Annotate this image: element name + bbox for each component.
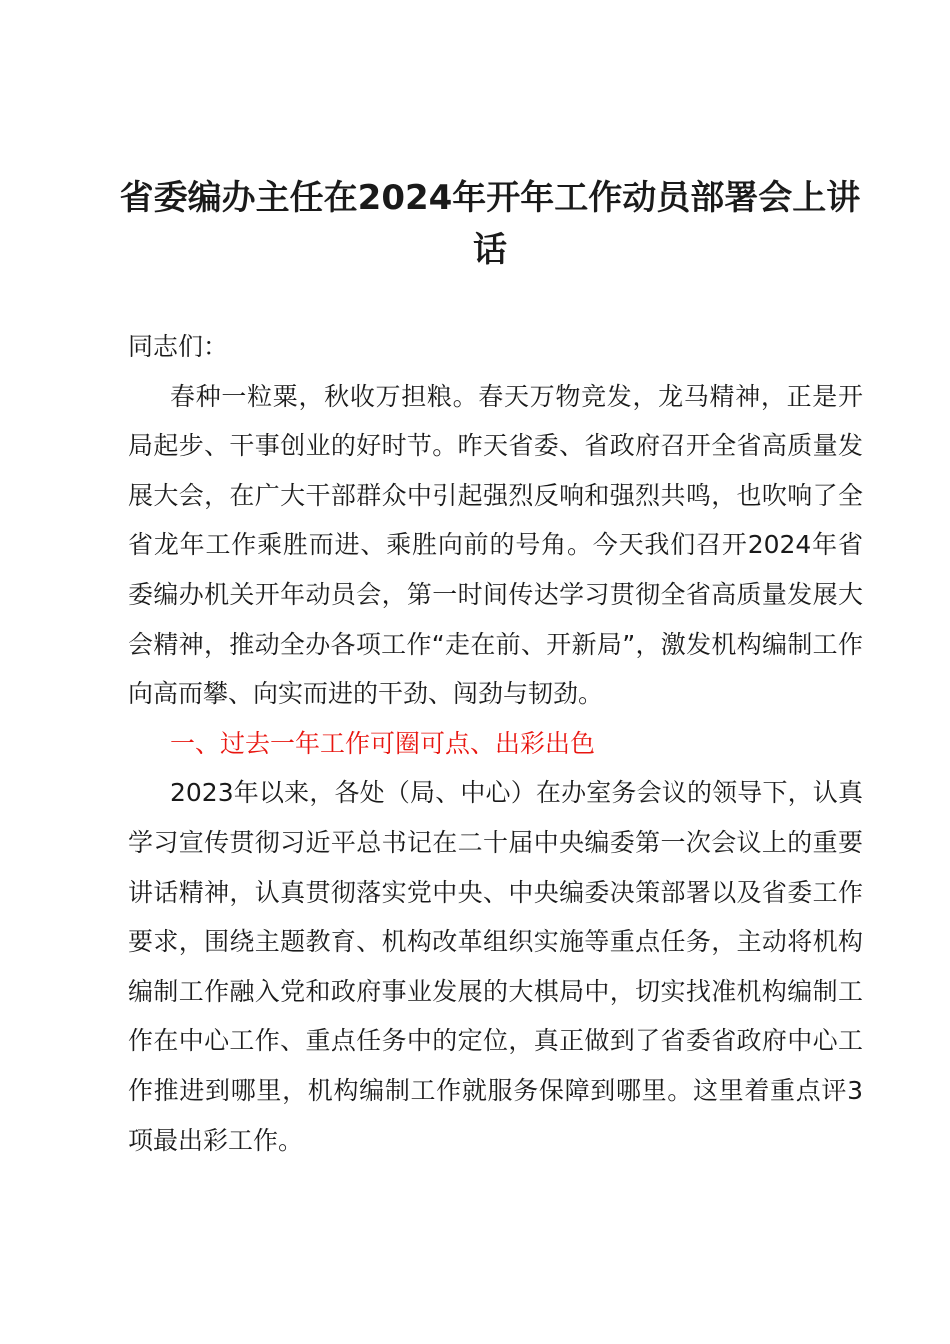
- section-heading: 一、过去一年工作可圈可点、出彩出色: [170, 728, 596, 758]
- paragraph-section-one: 2023年以来，各处（局、中心）在办室务会议的领导下，认真学习宣传贯彻习近平总书记在二十届中央编委第一次会议上的重要讲话精神，认真贯彻落实党中央、中央编委决策部署以及省委工作要求，围绕主题教育、机构改革组织实施等重点任务，主动将机构编制工作融入党和政府事业发展的大棋局中，切实找准机构编制工作在中心工作、重点任务中的定位，真正做到了省委省政府中心工作推进到哪里，机构编制工作就服务保障到哪里。这里着重点评3项最出彩工作。: [128, 778, 863, 1155]
- document-body: [128, 322, 863, 1165]
- salutation: 同志们：: [128, 332, 229, 361]
- document-title: 省委编办主任在2024年开年工作动员部署会上讲话: [119, 178, 861, 270]
- paragraph-intro: 春种一粒粟，秋收万担粮。春天万物竞发，龙马精神，正是开局起步、干事创业的好时节。昨天省委、省政府召开全省高质量发展大会，在广大干部群众中引起强烈反响和强烈共鸣，也吹响了全省龙年工作乘胜而进、乘胜向前的号角。今天我们召开2024年省委编办机关开年动员会，第一时间传达学习贯彻全省高质量发展大会精神，推动全办各项工作“走在前、开新局”，激发机构编制工作向高而攀、向实而进的干劲、闯劲与韧劲。: [128, 381, 863, 709]
